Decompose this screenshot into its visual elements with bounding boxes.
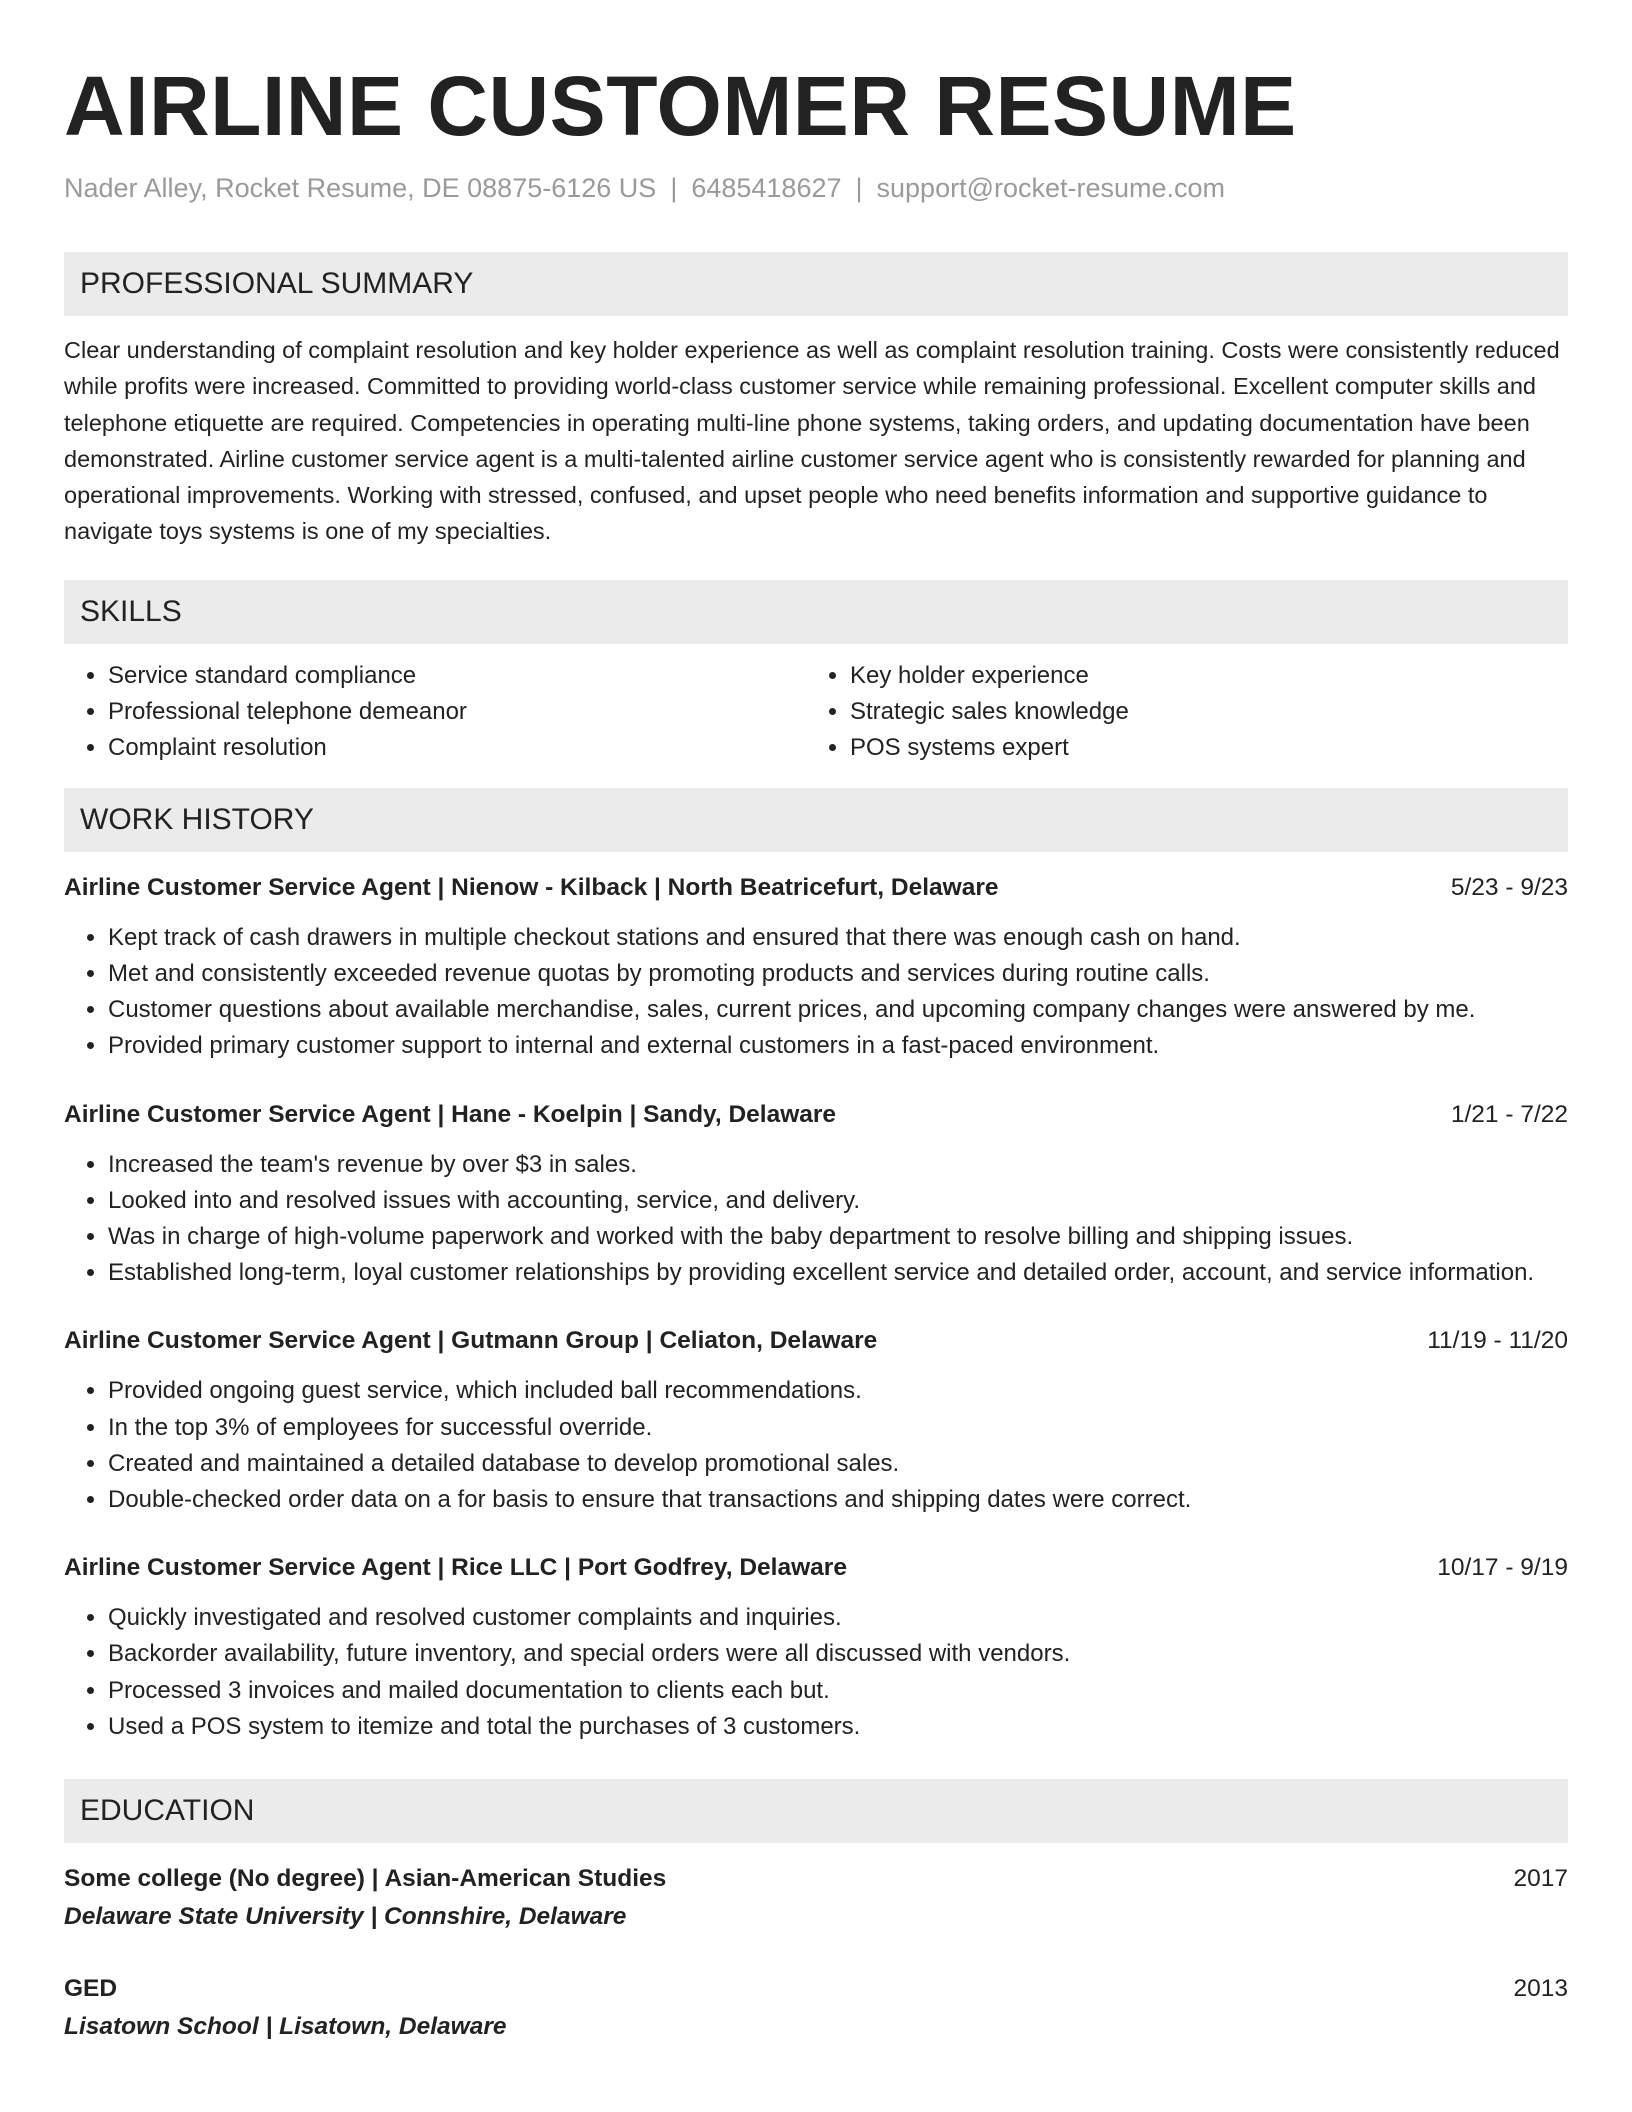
job-dates: 1/21 - 7/22 — [1450, 1100, 1568, 1128]
contact-line — [64, 170, 1568, 206]
education-header — [64, 1861, 1568, 1897]
job-dates: 10/17 - 9/19 — [1437, 1554, 1568, 1582]
education-entry — [64, 1861, 1568, 1937]
contact-separator: | — [855, 173, 863, 203]
job-bullets — [64, 1373, 1568, 1518]
job-title: Airline Customer Service Agent | Nienow - Kilback | North Beatricefurt, Delaware — [64, 873, 999, 901]
job-title: Airline Customer Service Agent | Hane - Koelpin | Sandy, Delaware — [64, 1100, 837, 1128]
education-year: 2013 — [1513, 1975, 1568, 2003]
section-header-skills: SKILLS — [64, 580, 1568, 644]
job-bullet: • Kept track of cash drawers in multiple checkout stations and ensured that there was enough cash on hand. — [108, 920, 1568, 956]
job-bullet: • Provided primary customer support to internal and external customers in a fast-paced environment. — [108, 1028, 1568, 1064]
job-entry — [64, 1097, 1568, 1292]
contact-address: Nader Alley, Rocket Resume, DE 08875-6126 US — [64, 173, 657, 203]
contact-separator: | — [670, 173, 678, 203]
job-bullet: • Processed 3 invoices and mailed documentation to clients each but. — [108, 1673, 1568, 1709]
job-bullet: • Established long-term, loyal customer relationships by providing excellent service and detailed order, account, and service information. — [108, 1255, 1568, 1291]
job-header — [64, 1323, 1568, 1359]
contact-phone: 6485418627 — [691, 173, 842, 203]
job-bullet: • Met and consistently exceeded revenue quotas by promoting products and services during routine calls. — [108, 956, 1568, 992]
education-degree: Some college (No degree) | Asian-American Studies — [64, 1865, 667, 1893]
skills-column-right — [806, 658, 1548, 766]
job-bullet: • Backorder availability, future inventory, and special orders were all discussed with vendors. — [108, 1636, 1568, 1672]
job-bullet: • Increased the team's revenue by over $3 in sales. — [108, 1147, 1568, 1183]
education-degree: GED — [64, 1975, 118, 2003]
job-dates: 11/19 - 11/20 — [1427, 1327, 1568, 1355]
resume-title: AIRLINE CUSTOMER RESUME — [64, 59, 1297, 153]
education-school: Lisatown School | Lisatown, Delaware — [64, 2013, 507, 2041]
summary-text: Clear understanding of complaint resolution and key holder experience as well as complaint resolution training. Costs were consistently reduced while profits were increased. Committed to providing world-class customer service while remaining professional. Excellent computer skills and telephone etiquette are required. Competencies in operating multi-line phone systems, taking orders, and updating documentation have been demonstrated. Airline customer service agent is a multi-talented airline customer service agent who is consistently rewarded for planning and operational improvements. Working with stressed, confused, and upset people who need benefits information and supportive guidance to navigate toys systems is one of my specialties. — [64, 337, 1560, 545]
education-header — [64, 1971, 1568, 2007]
job-bullets — [64, 1600, 1568, 1745]
job-dates: 5/23 - 9/23 — [1450, 873, 1568, 901]
skill-item: • Complaint resolution — [108, 730, 806, 766]
job-bullet: • Used a POS system to itemize and total the purchases of 3 customers. — [108, 1709, 1568, 1745]
section-header-work-history: WORK HISTORY — [64, 788, 1568, 852]
job-bullet: • Provided ongoing guest service, which included ball recommendations. — [108, 1373, 1568, 1409]
skill-item: • Strategic sales knowledge — [850, 694, 1548, 730]
job-bullet: • Looked into and resolved issues with accounting, service, and delivery. — [108, 1183, 1568, 1219]
contact-email: support@rocket-resume.com — [876, 173, 1226, 203]
job-entry — [64, 1550, 1568, 1745]
job-bullet: • Quickly investigated and resolved customer complaints and inquiries. — [108, 1600, 1568, 1636]
job-bullets — [64, 920, 1568, 1065]
skill-item: • Professional telephone demeanor — [108, 694, 806, 730]
section-header-education: EDUCATION — [64, 1779, 1568, 1843]
job-title: Airline Customer Service Agent | Rice LLC | Port Godfrey, Delaware — [64, 1554, 847, 1582]
education-entry — [64, 1971, 1568, 2047]
education-school: Delaware State University | Connshire, Delaware — [64, 1903, 627, 1931]
resume-page — [64, 0, 1568, 2047]
job-header — [64, 1097, 1568, 1133]
skills-column-left — [64, 658, 806, 766]
job-title: Airline Customer Service Agent | Gutmann Group | Celiaton, Delaware — [64, 1327, 878, 1355]
job-bullet: • Created and maintained a detailed database to develop promotional sales. — [108, 1446, 1568, 1482]
education-year: 2017 — [1513, 1865, 1568, 1893]
skill-item: • Key holder experience — [850, 658, 1548, 694]
skills-list — [64, 658, 1568, 766]
job-header — [64, 1550, 1568, 1586]
job-bullet: • Customer questions about available merchandise, sales, current prices, and upcoming company changes were answered by me. — [108, 992, 1568, 1028]
skill-item: • POS systems expert — [850, 730, 1548, 766]
job-entry — [64, 1323, 1568, 1518]
job-bullet: • In the top 3% of employees for successful override. — [108, 1410, 1568, 1446]
section-header-summary: PROFESSIONAL SUMMARY — [64, 252, 1568, 316]
job-bullet: • Double-checked order data on a for basis to ensure that transactions and shipping dates were correct. — [108, 1482, 1568, 1518]
job-bullets — [64, 1147, 1568, 1292]
job-entry — [64, 870, 1568, 1065]
skill-item: • Service standard compliance — [108, 658, 806, 694]
job-header — [64, 870, 1568, 906]
job-bullet: • Was in charge of high-volume paperwork and worked with the baby department to resolve billing and shipping issues. — [108, 1219, 1568, 1255]
